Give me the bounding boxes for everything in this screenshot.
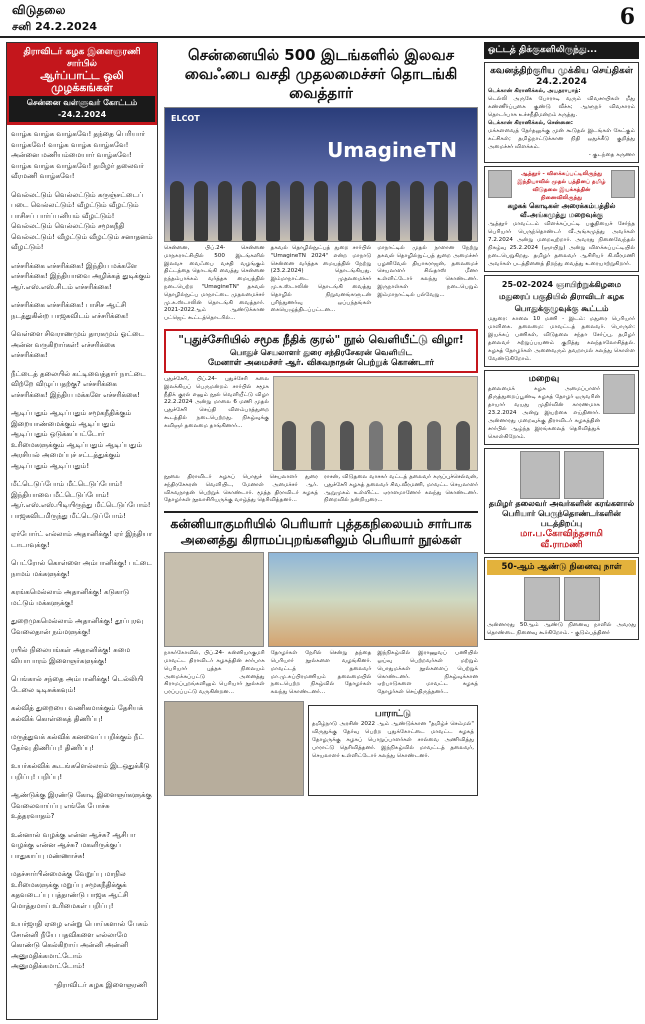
tribute-name: மா.ப.கோவிந்தசாமி (520, 529, 603, 539)
news-source: டெக்கான் கிரானிக்கல், அயதராபாத்: (488, 88, 581, 94)
praise-box (308, 705, 478, 796)
slogan-stanza: வாழ்க வாழ்க வாழ்கவே! தந்தை பெரியார் வாழ்கவே! வாழ்க வாழ்க வாழ்கவே! அன்னை மணியம்மையார் வாழ்கவே! வாழ்க வாழ்க வாழ்கவே! தமிழர் தலைவர் வீரமணி வாழ்கவே! (11, 130, 146, 180)
slogans-column (6, 42, 158, 1020)
story-column: சென்னை, பிப்.24- சென்னை மாநகராட்சியில் 500 இடங்களில் இலவச வைஃபை வசதி வழங்கும் திட்டத்தை தொடங்கி வைத்து சென்னை நந்தம்பாக்கம் வர்த்தக மையத்தில் நடைபெற்ற "UmagineTN" தகவல் தொழில்நுட்ப மாநாட்டை முதலமைச்சர் மு.க.ஸ்டாலின் தொடங்கி வைத்தார். 2021-2022ஆம் ஆண்டுக்கான பட்ஜெட் கூட்டத்தொடரில்... (164, 245, 265, 322)
ad-portrait (520, 451, 560, 499)
mourning-body: தலைமைக் கழக அமைப்பாளர் திருத்துறைப்பூண்டி கழகத் தோழர் ஒருவரின் தாயார் வயது முதிர்வின் காரணமாக 23.2.2024 அன்று இயற்கை எய்தினார். அன்னாரது மறைவுக்கு திராவிடர் கழகத்தின் சார்பில் ஆழ்ந்த இரங்கலைத் தெரிவித்துக் கொள்கிறோம். (488, 386, 600, 440)
tribute-name-2: வீ.ராமணி (540, 540, 583, 550)
story-column: புதுச்சேரி, பிப்.24- புதுச்சேரி கலை இலக்கியப் பெருமன்றம் சார்பில் சமூக நீதிக் குரல் எனும் நூல் வெளியீட்டு விழா 22.2.2024 அன்று மாலை 6 மணி முதல் புதுச்சேரி செய்தி விளம்பரத்துறை கூடத்தில் நடைபெற்றது. நிகழ்வுக்கு கவிஞர் தலைமை தாங்கினார்... (164, 375, 269, 429)
praise-body: தமிழ்நாடு அரசின் 2022 ஆம் ஆண்டுக்கான "தமிழ்ச் செம்மல்" விருதுக்கு தேர்வு பெற்ற புதுக்கோட்டை மாவட்ட கழகத் தோழருக்கு கழகப் பொறுப்பாளர்கள் சால்வை அணிவித்து பாராட்டு தெரிவித்தனர். இந்நிகழ்வில் மாவட்டத் தலைவர், செயலாளர் உள்ளிட்டோர் கலந்து கொண்டனர். (312, 720, 474, 759)
ticker-header: ஒட்டத் திக்குகளிலிருந்து... (484, 42, 639, 59)
obituary-box (484, 166, 639, 272)
book-release-title: "புதுச்சேரியில் சமூக நீதிக் குரல்" நூல் வெளியீட்டு விழா! (178, 332, 464, 346)
event-banner-text: UmagineTN (327, 138, 457, 162)
slogan-stanza: கல்வித் துறையை வணிகமாக்கும் தேசியக் கல்விக் கொள்கைத் திணிப்பு! (11, 704, 144, 723)
tribute-title: தமிழர் தலைவர் அவர்களின் கரங்களால் பெரியார் பெருந்தொண்டர்களின் படத்திறப்பு (488, 499, 635, 528)
obituary-body: ஆத்தூர் மாவட்டம் விளக்கப்பட்டி பகுதியைச் சேர்ந்த பெரியார் பெருந்தொண்டர் வீ.அங்கமுத்து அவர்கள் 7.2.2024 அன்று மறைவுற்றார். அவரது நினைவேந்தல் நிகழ்வு 25.2.2024 (ஞாயிறு) அன்று விளக்கப்பட்டியில் நடைபெறுகிறது. தமிழர் தலைவர் ஆசிரியர் கி.வீரமணி அவர்கள் படத்தினைத் திறந்து வைத்து உரையாற்றுகிறார். (488, 221, 635, 267)
slogan-stanza: ஏர்போர்ட் எல்லாம் அதானிக்கு! ஏர் இந்தியா டாடாவுக்கு! (11, 530, 153, 549)
group-of-people-image (165, 161, 477, 241)
slogans-signature: -திராவிடர் கழக இளைஞரணி (53, 980, 147, 989)
elcot-logo: ELCOT (171, 114, 200, 123)
tribute-ad (484, 448, 639, 554)
event-title: 25-02-2024 ஞாயிற்றுக்கிழமை மதுரைப் பகுதியில் திராவிடர் கழக பொதுக்குழுவுக்கு கூட்டம் (499, 280, 624, 313)
book-release-headline (164, 329, 478, 373)
portrait-left (488, 170, 512, 198)
slogan-stanza: வெள்ளை சிவராணமும் தாரகமும் ஓட்டை அன்ன வருகிறார்கள்! எச்சரிக்கை எச்சரிக்கை! (11, 330, 145, 359)
story-column: நாகர்கோவில், பிப்.24- கன்னியாகுமரி மாவட்ட திராவிடர் கழகத்தின் சார்பாக பெரியார் புத்தக நிலையம் அமைக்கப்பட்டு அனைத்து கிராமப்புறங்களிலும் பெரியார் நூல்கள் பரப்பப்பட்டு வருகின்றன... (164, 650, 265, 696)
slogan-stanza: ரயில் நிலையங்கள் அதானிக்கு! சுமை வியாபாரம் இளைஞர்களுக்கு! (11, 646, 131, 665)
obituary-title: ஆத்தூர் - விளக்கப்பட்டிலிருந்து இந்தியாவில் முதல் பத்தினப் தமிழ் விடுதலை இயக்கத்தின் நினைவிலிருந்து (517, 171, 606, 201)
news-credit: - குடந்தை கருணா (588, 152, 635, 158)
news-item: மக்களவைத் தேர்தலுக்கு முன் கூடுதல் இடங்கள் கேட்கும் கட்சிகள்; தமிழ்நாட்டுக்கான நிதி ஒதுக்கீடு குறித்து அமைச்சர் விளக்கம். (488, 128, 635, 150)
slogans-body (7, 125, 157, 994)
slogan-stanza: பெட்ரோல் கொள்ளை அம்பானிக்கு! பட்டை நாமம் மக்களுக்கு! (11, 559, 152, 578)
story-column: மாநாட்டில் முதல் நாளான நேற்று தகவல் தொழில்நுட்பத் துறை அமைச்சர் பழனிவேல் தியாகராஜன், தலைமைச் செயலாளர் சிவ்தாஸ் மீனா உள்ளிட்டோர் கலந்து கொண்டனர். இருநாள்கள் நடைபெறும் இம்மாநாட்டில் பல்வேறு... (377, 245, 479, 298)
periyar-books-story (164, 650, 478, 697)
story-column: இந்நிகழ்வில் இராணுவப் பணியில் ஓய்வு பெற்றவர்கள் மற்றும் பொதுமக்கள் நூல்களைப் பெற்றுக் கொண்டனர். நிகழ்வுக்கான ஏற்பாடுகளை மாவட்ட கழகத் தோழர்கள் செய்திருந்தனர்... (377, 650, 479, 696)
issue-date: சனி 24.2.2024 (12, 20, 98, 33)
book-release-sub1: பொதுச் செயலாளர் துரை சந்திரசேகரன் வெளியிட (230, 347, 412, 357)
page-number: 6 (619, 4, 635, 30)
story-column: ராசன், விடுதலை வாசகர் வட்டத் தலைவர் கருப்புச்செல்வன், புதுச்சேரி கழகத் தலைவர் சிவ.வீரமணி, மாவட்ட செயலாளர் ஆறுமுகம் உள்ளிட்ட ஏராளமானோர் கலந்து கொண்டனர். நிறைவில் நன்றியுரை... (324, 473, 478, 504)
story-column: தோழர்கள் நேரில் சென்று தந்தை பெரியார் நூல்களை வழங்கினர். மாவட்டத் தலைவர் மா.மு.சுப்பிரமணியம் தலைமையில் நடைபெற்ற நிகழ்வில் தோழர்கள் கலந்து கொண்டனர்... (270, 650, 372, 696)
book-release-story (164, 474, 478, 505)
praise-title: பாராட்டு (375, 708, 411, 719)
news-item: டெல்லி அருகே போராடி வரும் விவசாயிகள் மீது கண்ணீர்ப்புகை குண்டு வீச்சு; ஆளுநர் விவகாரம் தொடர்பாக உச்சநீதிமன்றம் கருத்து. (488, 96, 635, 118)
newspaper-name: விடுதலை (12, 3, 66, 17)
slogan-stanza: மீட்டெடுப்போம் மீட்டெடுப்போம்! இந்தியாவை மீட்டெடுப்போம்! ஆர்.எஸ்.எஸ்.பிடியிருந்து மீட்டெடுப்போம்! பாஜகவிடமிருந்து மீட்டெடுப்போம்! (11, 480, 151, 520)
slogan-stanza: உயர்ஜாதி ஏழை என்று பொய்களால் பேசும் சோன்னி நீயே பதவிகளை எல்லாமே கொண்டு கெல்கிறாய் அன்னி அன்னி அனுமதிக்கமாட்டோம் அனுமதிக்கமாட்டோம்! (11, 920, 148, 970)
obituary-head: கழகக் கொடிகள் அரைக்கம்பத்தில் வீ.அங்கமுத்து மறைவுக்கு (507, 202, 616, 219)
book-release-sub2: மேனாள் அமைச்சர் ஆர். விசுவநாதன் பெற்றுக் கொண்டார் (208, 357, 434, 368)
slogan-stanza: வெல்லட்டும் வெல்லட்டும் கருஞ்சட்டைப் படை வெல்லட்டும்! வீழட்டும் வீழட்டும் பாசிசப் பார்ப்பனியம் வீழட்டும்! வெல்லட்டும் வெல்லட்டும் சமூகநீதி வெல்லட்டும்! வீழட்டும் வீழட்டும் சனாதனம் வீழட்டும்! (11, 190, 153, 251)
slogan-stanza: கரங்கமெல்லாம் அதானிக்கு! கடுகாடு மட்டும் மக்களுக்கு! (11, 588, 130, 607)
mourning-title: மறைவு (528, 374, 560, 384)
slogan-stanza: நீட்டைத் தலையில் கட்டிவைத்தார் நாட்டை விற்றே விழுப்பதற்கு? எச்சரிக்கை எச்சரிக்கை! இந்திய மக்களே எச்சரிக்கை! (11, 369, 146, 399)
event-box (484, 275, 639, 367)
portrait-right (611, 170, 635, 198)
book-release-photo (273, 376, 478, 471)
headline-wifi: சென்னையில் 500 இடங்களில் இலவச வைஃபை வசதி முதலமைச்சர் தொடங்கி வைத்தார் (184, 46, 458, 102)
wifi-event-photo (164, 107, 478, 242)
center-column (164, 42, 478, 1020)
mourning-portrait (603, 374, 635, 414)
slogan-stanza: பெங்கால் சந்தை அம்பானிக்கு! டெல்லியி டேலை டிடிசுக்கவும்! (11, 675, 144, 694)
news-box (484, 62, 639, 163)
mourning-box (484, 370, 639, 445)
memorial-ad (484, 557, 639, 640)
story-column: தகவல் தொழில்நுட்பத் துறை சார்பில் "UmagineTN 2024" என்ற மாநாடு சென்னை வர்த்தக மையத்தில் நேற்று (23.2.2024) தொடங்கியது. இம்மாநாட்டை முதலமைச்சர் மு.க.ஸ்டாலின் தொடங்கி வைத்து தொழில் நிறுவனங்களுடன் புரிந்துணர்வு ஒப்பந்தங்கள் கையெழுத்திடப்பட்டன... (270, 245, 372, 314)
slogan-stanza: மதச்சார்பின்மைக்கு வேறுப்பு மாநில உரிமைகளுக்கு மறுப்பு சமூகநீதிக்குக் கதவடைப்பு பத்தாண்டு பாஜக ஆட்சி மொத்தமாய் உரிமைகள் பறிப்பு! (11, 870, 129, 910)
headline-periyar-books: கன்னியாகுமரியில் பெரியார் புத்தகநிலையம் சார்பாக அனைத்து கிராமப்புறங்களிலும் பெரியார் நூல்கள் (164, 511, 478, 548)
ad-portrait (524, 577, 560, 621)
slogan-stanza: உன்னால் வழக்கு என்ன ஆச்சு? ஆசிபா வழக்கு என்ன ஆச்சு? மகளிருக்குப் பாதுகாப்பு மண்ணாச்சு! (11, 830, 136, 860)
slogans-header-line3: சென்னை வள்ளுவர் கோட்டம் -24.2.2024 (9, 96, 155, 122)
slogan-stanza: மருத்துவக் கல்விக் கனவைப் பறிக்கும் நீட் தேர்வு திணிப்பு! திணிப்பு! (11, 733, 144, 752)
praise-photo (164, 701, 304, 796)
slogan-stanza: ஆண்டுக்கு இரண்டு கோடி இளைஞர்களுக்கு வேலைவாய்ப்பு எங்கே போச்சு உத்தரவாதம்? (11, 791, 152, 820)
news-source: டெக்கான் கிரானிக்கல், சென்னை: (488, 120, 574, 126)
memorial-title: 50-ஆம் ஆண்டு நினைவு நாள் (487, 560, 636, 575)
slogans-header-line2: ஆர்ப்பாட்ட ஒலி முழக்கங்கள் (40, 69, 124, 94)
story-column: நூலை திராவிடர் கழகப் பொதுச் செயலாளர் துரை சந்திரசேகரன் வெளியிட, மேனாள் அமைச்சர் ஆர். விசுவநாதன் பெற்றுக் கொண்டார். மூத்த திராவிடர் கழகத் தோழர்கள் நூலாசிரியருக்கு வாழ்த்து தெரிவித்தனர்... (164, 473, 318, 504)
event-body: மதுரை: காலை 10 மணி - இடம்: மதுரை பெரியார் மாளிகை. தலைமை: மாவட்டத் தலைவர். பொருள்: இயக்கப் பணிகள், விடுதலை சந்தா சேர்ப்பு, தமிழர் தலைவர் சுற்றுப்பயணம் குறித்து கலந்தாலோசித்தல். கழகத் தோழர்கள் அனைவரும் தவறாமல் கலந்து கொள்ள வேண்டுகிறோம். (488, 316, 635, 362)
slogan-stanza: உயர்கல்விக் கூடங்களெல்லாம் இடஒதுக்கீடு பறிப்பு! பறிப்பு! (11, 762, 150, 781)
slogans-header-line1: திராவிடர் கழக இளைஞரணி சார்பில் (23, 47, 141, 69)
memorial-body: அன்னாரது 50ஆம் ஆண்டு நினைவு நாளில் அவரது தொண்டை நினைவு கூர்கிறோம். - குடும்பத்தினர் (487, 622, 636, 636)
news-title: கவனத்திற்குரிய முக்கிய செய்திகள் 24.2.2024 (490, 66, 633, 87)
slogan-stanza: துறைமுகமெல்லாம் அதானிக்கு! தூப்புரவு வேலைதான் நம்மளுக்கு! (11, 617, 144, 636)
slogan-stanza: ஆடிப்பதும் ஆடிப்பதும் சமூகநீதிக்கும் இறையாண்மைக்கும் ஆடிப்பதும் ஆடிப்பதும் ஒடுக்கப்பட்டோர் உரிமைகளுக்கும் ஆடிப்பதும் ஆடிப்பதும் அரசியல் அமைப்புச் சட்டத்துக்கும் ஆடிப்பதும் ஆடிப்பதும்! (11, 409, 142, 470)
slogan-stanza: எச்சரிக்கை எச்சரிக்கை! இந்திய மக்களே எச்சரிக்கை! இந்தியாவை அழிக்கத் துடிக்கும் ஆர்.எஸ்.எஸ்.சிடம் எச்சரிக்கை! (11, 261, 151, 291)
slogan-stanza: எச்சரிக்கை எச்சரிக்கை! பாசிச ஆட்சி நடத்துகின்ற பாஜகவிடம் எச்சரிக்கை! (11, 301, 129, 320)
right-column (484, 42, 639, 1020)
book-stall-photo (268, 552, 478, 647)
wifi-story (164, 245, 478, 323)
ad-portrait (564, 451, 604, 499)
ad-portrait (564, 577, 600, 621)
masthead (0, 0, 645, 38)
books-photo-1 (164, 552, 264, 647)
slogans-header (7, 43, 157, 125)
